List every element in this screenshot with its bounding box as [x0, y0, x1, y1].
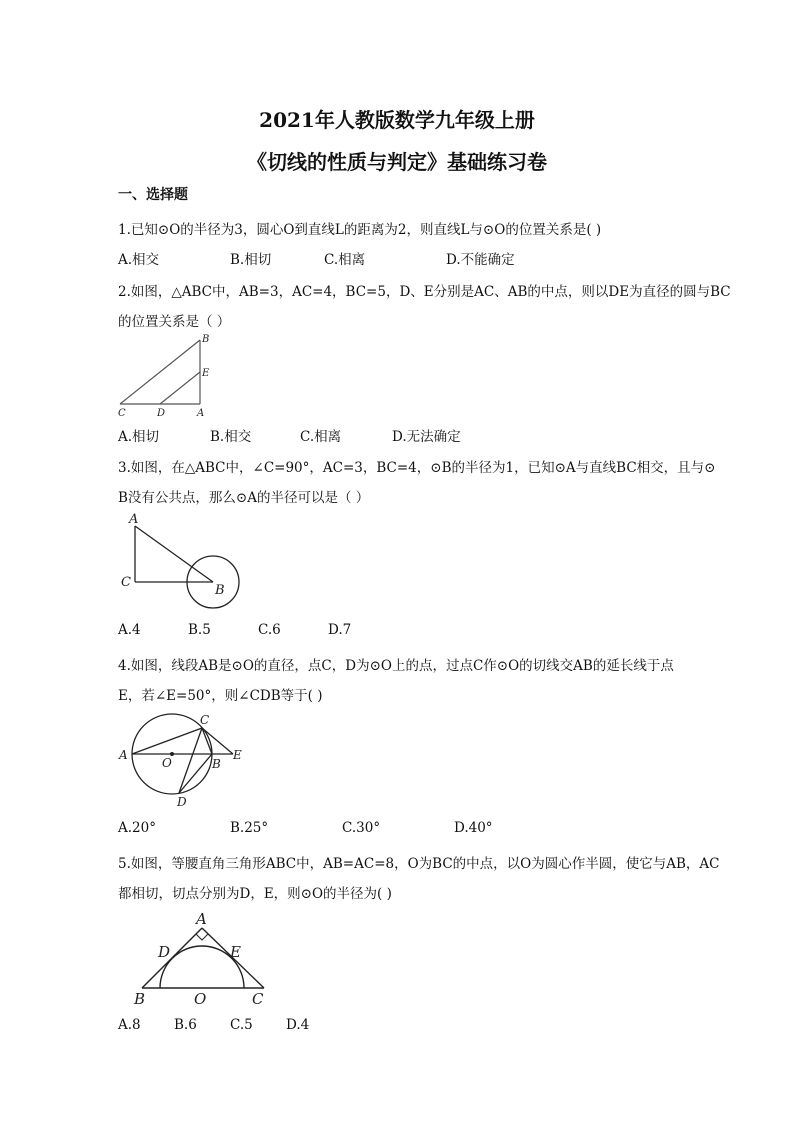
q3-option-d[interactable]: D.7	[328, 622, 352, 638]
q3-label-b: B	[215, 583, 225, 598]
document-title: 2021年人教版数学九年级上册	[259, 108, 535, 132]
q5-option-a[interactable]: A.8	[118, 1017, 141, 1033]
q5-label-e: E	[230, 943, 241, 961]
q5-label-o: O	[194, 990, 207, 1008]
question-5-text-line2: 都相切，切点分别为D，E，则⊙O的半径为( )	[118, 886, 392, 902]
q4-label-a: A	[119, 748, 128, 762]
q2-label-c: C	[118, 408, 126, 419]
question-5-figure	[128, 910, 278, 1006]
q2-label-a: A	[197, 408, 205, 419]
q2-label-b: B	[202, 334, 210, 345]
q2-label-e: E	[202, 368, 210, 379]
question-2-figure	[112, 332, 222, 418]
q2-option-d[interactable]: D.无法确定	[392, 429, 461, 445]
question-4-text-line2: E，若∠E=50°，则∠CDB等于( )	[118, 688, 323, 704]
question-3-text-line1: 3.如图，在△ABC中，∠C=90°，AC=3，BC=4，⊙B的半径为1，已知⊙A与直线BC相交，且与⊙	[118, 460, 716, 476]
question-4-text-line1: 4.如图，线段AB是⊙O的直径，点C，D为⊙O上的点，过点C作⊙O的切线交AB的延长线于点	[118, 658, 674, 674]
q1-option-b[interactable]: B.相切	[230, 252, 272, 268]
q4-label-d: D	[177, 795, 187, 809]
q1-option-c[interactable]: C.相离	[324, 252, 366, 268]
q4-label-b: B	[212, 757, 221, 771]
q2-option-c[interactable]: C.相离	[300, 429, 342, 445]
q3-option-b[interactable]: B.5	[188, 622, 211, 638]
q4-label-c: C	[200, 713, 210, 727]
q3-option-c[interactable]: C.6	[258, 622, 281, 638]
question-2-text-line1: 2.如图，△ABC中，AB=3，AC=4，BC=5，D、E分别是AC、AB的中点，则以DE为直径的圆与BC	[118, 284, 731, 300]
q2-option-a[interactable]: A.相切	[118, 429, 160, 445]
q3-option-a[interactable]: A.4	[118, 622, 141, 638]
q5-option-b[interactable]: B.6	[174, 1017, 197, 1033]
q4-option-b[interactable]: B.25°	[230, 820, 269, 836]
q5-label-a: A	[196, 910, 207, 928]
q5-label-d: D	[158, 943, 171, 961]
question-5-text-line1: 5.如图，等腰直角三角形ABC中，AB=AC=8，O为BC的中点，以O为圆心作半圆，使它与AB，AC	[118, 856, 720, 872]
q2-label-d: D	[157, 408, 166, 419]
q5-option-d[interactable]: D.4	[286, 1017, 310, 1033]
document-subtitle: 《切线的性质与判定》基础练习卷	[247, 150, 547, 174]
q1-option-d[interactable]: D.不能确定	[446, 252, 515, 268]
q5-label-c: C	[252, 990, 264, 1008]
question-2-text-line2: 的位置关系是（ ）	[118, 314, 231, 330]
q4-label-o: O	[162, 756, 172, 770]
q4-label-e: E	[233, 748, 242, 762]
q5-label-b: B	[134, 990, 146, 1008]
q4-option-d[interactable]: D.40°	[454, 820, 493, 836]
q2-option-b[interactable]: B.相交	[210, 429, 252, 445]
q3-label-c: C	[121, 575, 131, 590]
question-3-text-line2: B没有公共点，那么⊙A的半径可以是（ ）	[118, 490, 370, 506]
question-4-figure	[115, 712, 255, 812]
q5-option-c[interactable]: C.5	[230, 1017, 253, 1033]
q1-option-a[interactable]: A.相交	[118, 252, 160, 268]
q4-option-c[interactable]: C.30°	[342, 820, 381, 836]
question-3-figure	[115, 512, 245, 612]
question-1-text: 1.已知⊙O的半径为3，圆心O到直线L的距离为2，则直线L与⊙O的位置关系是( )	[118, 222, 602, 238]
q3-label-a: A	[129, 512, 139, 527]
section-heading: 一、选择题	[118, 187, 188, 203]
q4-option-a[interactable]: A.20°	[118, 820, 156, 836]
